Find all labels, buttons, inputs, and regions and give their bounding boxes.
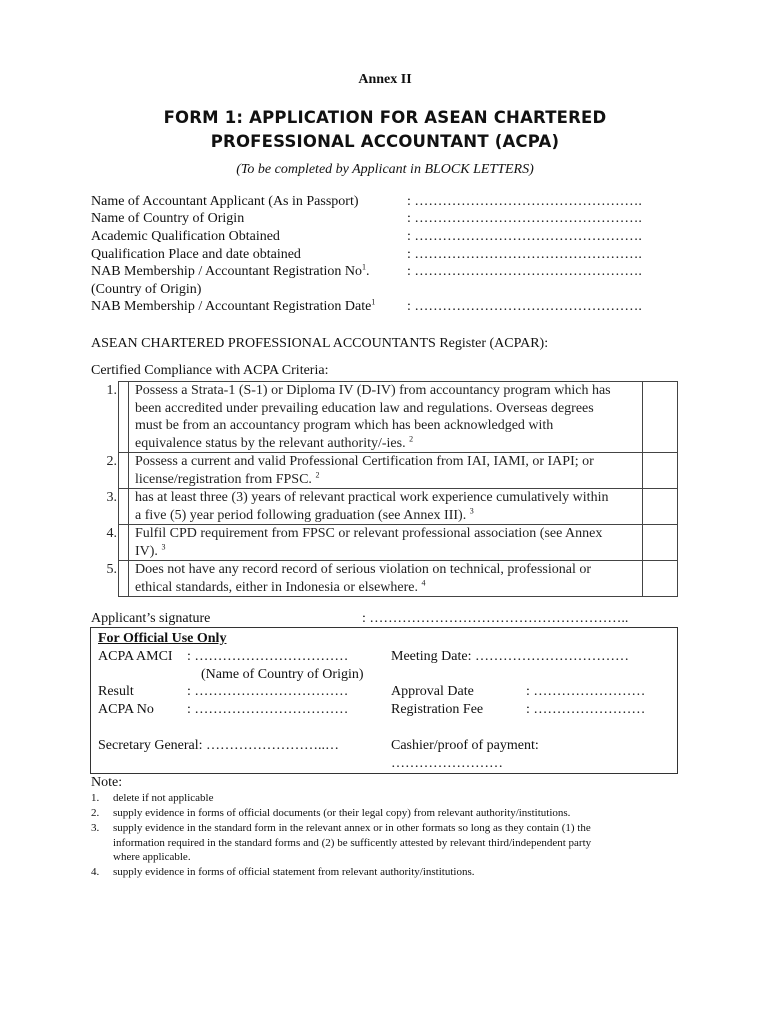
result-field[interactable]: : …………………………… [187, 684, 349, 699]
country-label: Name of Country of Origin [91, 211, 245, 226]
criteria-check-cell[interactable] [643, 525, 678, 561]
cashier-label: Cashier/proof of payment: [391, 738, 539, 753]
nab-number-label: NAB Membership / Accountant Registration No$^1$. [91, 262, 370, 279]
note-text: information required in the standard forms and (2) be sufficently attested by relevant third/independent party [113, 836, 592, 849]
acpa-amci-label: ACPA AMCI [98, 649, 173, 664]
criteria-text-line: ethical standards, either in Indonesia or elsewhere. [135, 579, 419, 595]
criteria-text-line: must be from an accountancy program which has been acknowledged with [135, 418, 554, 433]
note-number: 1. [91, 792, 100, 804]
criteria-row [90, 489, 678, 525]
qualification-field[interactable]: : …………………………………………. [407, 229, 642, 244]
criteria-text-line: has at least three (3) years of relevant practical work experience cumulatively within [135, 490, 609, 505]
note-number: 3. [91, 822, 100, 834]
nab-date-field[interactable]: : …………………………………………. [407, 299, 642, 314]
criteria-check-cell[interactable] [643, 489, 678, 525]
criteria-number-cell [90, 382, 119, 453]
criteria-footnote-ref: 3 [161, 541, 166, 551]
meeting-date-field[interactable]: Meeting Date: …………………………… [391, 649, 629, 664]
criteria-text [129, 489, 643, 525]
qualification-label: Academic Qualification Obtained [91, 229, 280, 244]
criteria-number-cell [90, 453, 119, 489]
criteria-text-line: a five (5) year period following graduation (see Annex III). [135, 507, 467, 523]
criteria-text-line: equivalence status by the relevant authority/-ies. [135, 435, 406, 451]
criteria-checkbox-cell[interactable] [119, 382, 129, 453]
form-subtitle: (To be completed by Applicant in BLOCK LETTERS) [236, 162, 534, 177]
criteria-text-line: IV). [135, 543, 158, 559]
criteria-number-cell [90, 561, 119, 597]
acpa-amci-country: (Name of Country of Origin) [201, 667, 364, 682]
applicant-name-field[interactable]: : …………………………………………. [407, 194, 642, 209]
criteria-row [90, 453, 678, 489]
criteria-footnote-ref: 2 [315, 469, 320, 479]
criteria-row [90, 382, 678, 453]
secretary-general-field[interactable]: Secretary General: ……………………..… [98, 738, 340, 753]
qualification-place-label: Qualification Place and date obtained [91, 247, 301, 262]
criteria-number: 1. [106, 382, 117, 398]
criteria-check-cell[interactable] [643, 561, 678, 597]
criteria-text-line: license/registration from FPSC. [135, 471, 312, 487]
criteria-number: 4. [106, 525, 117, 541]
criteria-text [129, 525, 643, 561]
criteria-text-line: Possess a current and valid Professional Certification from IAI, IAMI, or IAPI; or [135, 454, 594, 469]
criteria-text-line: been accredited under prevailing education law and regulations. Overseas degrees [135, 400, 594, 416]
criteria-footnote-ref: 4 [421, 577, 426, 587]
criteria-number-cell [90, 525, 119, 561]
signature-field[interactable]: : ……………………………………………….. [362, 611, 629, 626]
acpa-no-label: ACPA No [98, 702, 154, 717]
criteria-heading: Certified Compliance with ACPA Criteria: [91, 363, 329, 378]
nab-number-country: (Country of Origin) [91, 282, 202, 297]
form-title-line-2: PROFESSIONAL ACCOUNTANT (ACPA) [210, 132, 560, 151]
registration-fee-field[interactable]: : …………………… [526, 702, 646, 717]
register-heading: ASEAN CHARTERED PROFESSIONAL ACCOUNTANTS Register (ACPAR): [91, 336, 549, 351]
criteria-footnote-ref: 2 [409, 433, 414, 443]
nab-date-label: NAB Membership / Accountant Registration Date$^1$ [91, 297, 376, 314]
criteria-number: 3. [106, 489, 117, 505]
criteria-text-line: Fulfil CPD requirement from FPSC or relevant professional association (see Annex [135, 526, 603, 541]
signature-label: Applicant’s signature [91, 611, 211, 626]
criteria-check-cell[interactable] [643, 453, 678, 489]
note-text: supply evidence in the standard form in the relevant annex or in other formats so long as they contain (1) the [113, 822, 591, 834]
note-number: 2. [91, 807, 100, 819]
qualification-place-field[interactable]: : …………………………………………. [407, 247, 642, 262]
acpa-amci-field[interactable]: : …………………………… [187, 649, 349, 664]
note-number: 4. [91, 866, 100, 878]
note-text: where applicable. [113, 851, 191, 863]
approval-date-label: Approval Date [391, 684, 474, 699]
criteria-checkbox-cell[interactable] [119, 561, 129, 597]
criteria-text [129, 382, 643, 453]
note-text: supply evidence in forms of official documents (or their legal copy) from relevant authority/institutions. [113, 807, 571, 819]
approval-date-field[interactable]: : …………………… [526, 684, 646, 699]
criteria-number: 2. [106, 453, 117, 469]
cashier-field[interactable]: …………………… [391, 756, 503, 771]
criteria-table [90, 381, 678, 597]
criteria-checkbox-cell[interactable] [119, 489, 129, 525]
criteria-checkbox-cell[interactable] [119, 525, 129, 561]
registration-fee-label: Registration Fee [391, 702, 484, 717]
form-title-line-1: FORM 1: APPLICATION FOR ASEAN CHARTERED [163, 108, 607, 127]
criteria-text-line: Possess a Strata-1 (S-1) or Diploma IV (D-IV) from accountancy program which has [135, 383, 611, 398]
note-text: delete if not applicable [113, 792, 214, 804]
criteria-checkbox-cell[interactable] [119, 453, 129, 489]
official-use-heading: For Official Use Only [98, 631, 227, 646]
criteria-row [90, 525, 678, 561]
official-use-box [90, 627, 678, 774]
criteria-text-line: Does not have any record record of serious violation on technical, professional or [135, 562, 592, 577]
acpa-no-field[interactable]: : …………………………… [187, 702, 349, 717]
criteria-check-cell[interactable] [643, 382, 678, 453]
criteria-text [129, 453, 643, 489]
result-label: Result [98, 684, 134, 699]
criteria-text [129, 561, 643, 597]
annex-label: Annex II [358, 72, 412, 87]
applicant-name-label: Name of Accountant Applicant (As in Passport) [91, 194, 359, 209]
nab-number-field[interactable]: : …………………………………………. [407, 264, 642, 279]
country-field[interactable]: : …………………………………………. [407, 211, 642, 226]
note-text: supply evidence in forms of official statement from relevant authority/institutions. [113, 866, 475, 878]
criteria-footnote-ref: 3 [469, 505, 474, 515]
criteria-number-cell [90, 489, 119, 525]
notes-heading: Note: [91, 775, 123, 790]
criteria-number: 5. [106, 561, 117, 577]
criteria-row [90, 561, 678, 597]
